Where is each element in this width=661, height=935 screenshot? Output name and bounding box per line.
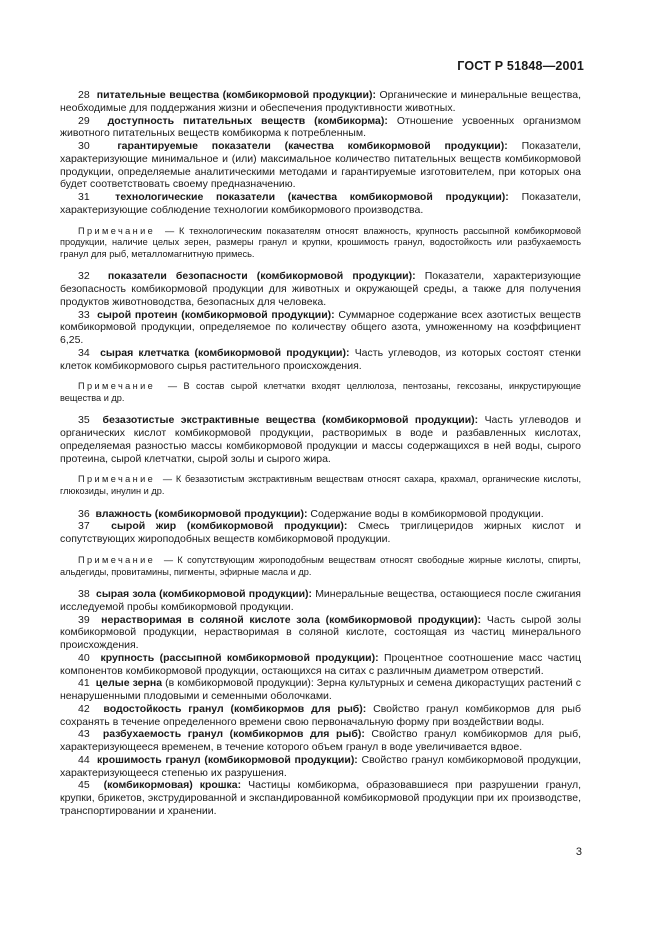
term-45: 45 (комбикормовая) крошка: Частицы комбикорма, образовавшиеся при разрушении гранул, крупки, брикетов, экструдированной и экспандированной комбикормовой продукции при их производстве, транспортировании и хранении. xyxy=(60,779,582,817)
term-36: 36 влажность (комбикормовой продукции): Содержание воды в комбикормовой продукции. xyxy=(78,507,544,520)
note-35: Примечание — К безазотистым экстрактивным веществам относят сахара, крахмал, органические кислоты, глюкозиды, инулин и др. xyxy=(60,474,582,497)
note-31: Примечание — К технологическим показателям относят влажность, крупность рассыпной комбикормовой продукции, наличие целых зерен, размеры гранул и крупки, крошимость гранул, водостойкость или разбухаемость гранул для рыб, металломагнитную примесь. xyxy=(60,225,581,259)
term-37: 37 сырой жир (комбикормовой продукции): Смесь триглицеридов жирных кислот и сопутствующих жироподобных веществ комбикормовой продукции. xyxy=(60,520,581,546)
term-31: 31 технологические показатели (качества комбикормовой продукции): Показатели, характеризующие соблюдение технологии комбикормового производства. xyxy=(60,191,582,216)
note-37: Примечание — К сопутствующим жироподобным веществам относят свободные жирные кислоты, спирты, альдегиды, провитамины, пигменты, эфирные масла и др. xyxy=(60,554,581,577)
term-28: 28 питательные вещества (комбикормовой продукции): Органические и минеральные вещества, необходимые для поддержания жизни и обеспечения продуктивности животных. xyxy=(60,89,581,114)
note-34: Примечание — В состав сырой клетчатки входят целлюлоза, пентозаны, гексозаны, инкрустирующие вещества и др. xyxy=(60,381,581,403)
document-body xyxy=(60,89,581,818)
page-number: 3 xyxy=(575,846,582,858)
document-code: ГОСТ Р 51848—2001 xyxy=(457,59,584,73)
term-29: 29 доступность питательных веществ (комбикорма): Отношение усвоенных организмом животного питательных веществ комбикорма к потребленным. xyxy=(60,114,581,140)
term-41: 41 целые зерна (в комбикормовой продукции): Зерна культурных и семена дикорастущих растений с ненарушенными плодовыми и семенными оболочками. xyxy=(60,677,581,703)
term-30: 30 гарантируемые показатели (качества комбикормовой продукции): Показатели, характеризующие минимальное и (или) максимальное количество питательных веществ комбикормовой продукции, определяемые аналитическими методами и гарантируемые изготовителем, при которых она будет соответствовать своему предназначению. xyxy=(60,140,582,191)
term-32: 32 показатели безопасности (комбикормовой продукции): Показатели, характеризующие безопасность комбикормовой продукции для животных и окружающей среды, а также для получения продуктов животноводства, безопасных для человека. xyxy=(60,270,581,308)
term-44: 44 крошимость гранул (комбикормовой продукции): Свойство гранул комбикормовой продукции, характеризующееся степенью их разрушения. xyxy=(60,753,581,779)
term-39: 39 нерастворимая в соляной кислоте зола (комбикормовой продукции): Часть сырой золы комбикормовой продукции, нерастворимая в соляной кислоте, состоящая из частиц минерального происхождения. xyxy=(60,613,582,652)
term-42: 42 водостойкость гранул (комбикормов для рыб): Свойство гранул комбикормов для рыб сохранять в течение определенного времени свою первоначальную форму при воздействии воды. xyxy=(60,702,581,728)
term-40: 40 крупность (рассыпной комбикормовой продукции): Процентное соотношение масс частиц компонентов комбикормовой продукции, остающихся на ситах с различным диаметром отверстий. xyxy=(60,651,581,677)
term-34: 34 сырая клетчатка (комбикормовой продукции): Часть углеводов, из которых состоят стенки клеток комбикормового сырья растительного происхождения. xyxy=(60,346,581,372)
term-38: 38 сырая зола (комбикормовой продукции): Минеральные вещества, остающиеся после сжигания исследуемой пробы комбикормовой продукции. xyxy=(60,588,581,613)
term-35: 35 безазотистые экстрактивные вещества (комбикормовой продукции): Часть углеводов и органических кислот комбикормовой продукции, растворимых в воде и разбавленных кислотах, определяемая разностью массы комбикормовой продукции и массы содержащихся в ней воды, сырого протеина, сырой клетчатки, сырой золы и сырого жира. xyxy=(60,414,582,465)
term-43: 43 разбухаемость гранул (комбикормов для рыб): Свойство гранул комбикормов для рыб, характеризующееся временем, в течение которого объем гранул в воде увеличивается вдвое. xyxy=(60,728,582,754)
term-33: 33 сырой протеин (комбикормовой продукции): Суммарное содержание всех азотистых веществ комбикормовой продукции, определяемое по количеству общего азота, умноженному на коэффициент 6,25. xyxy=(60,308,581,347)
